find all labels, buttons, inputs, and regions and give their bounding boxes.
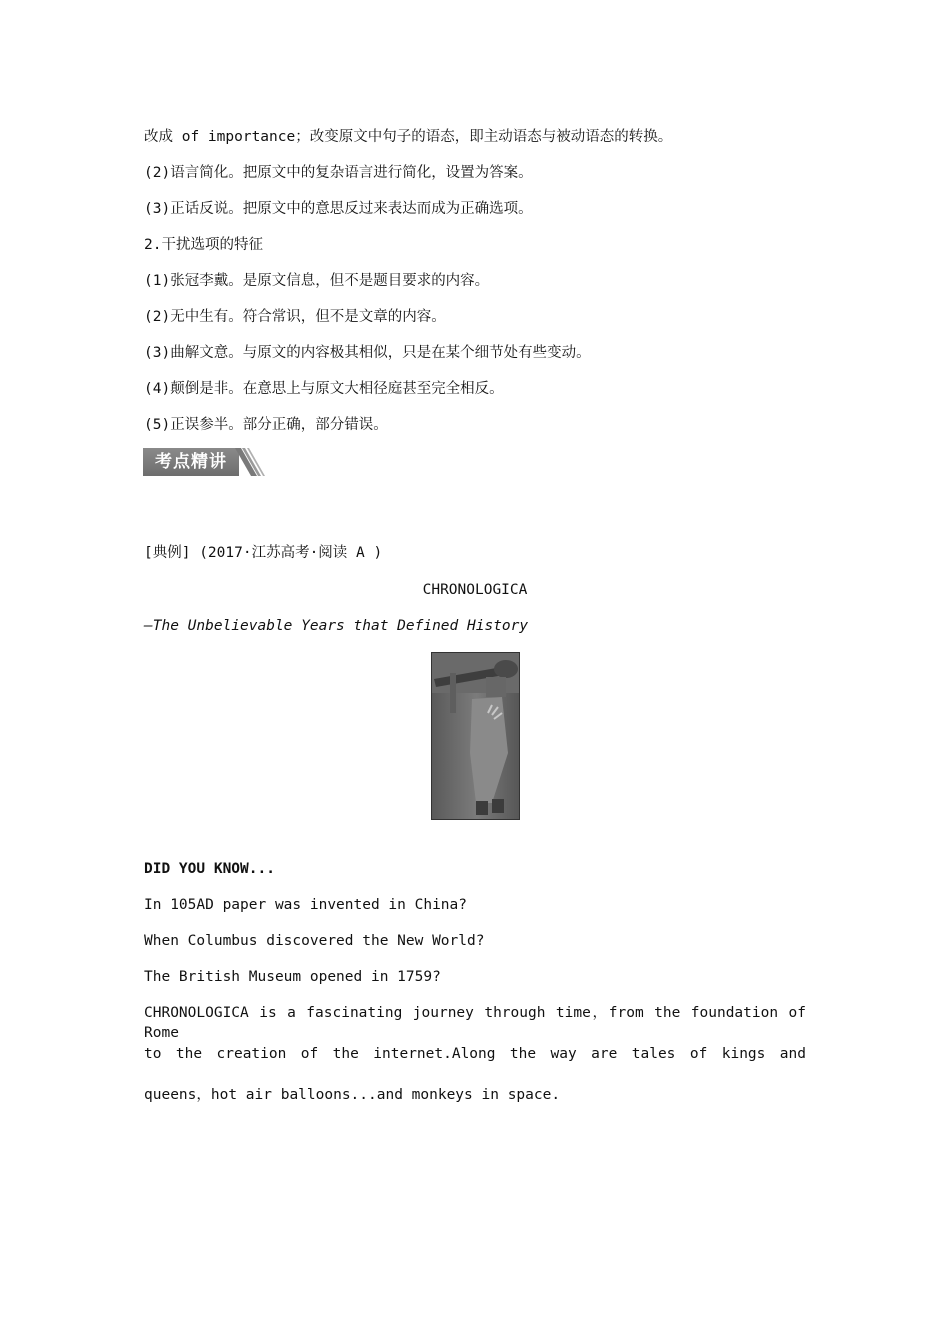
paragraph-line: CHRONOLOGICA is a fascinating journey through time，from the foundation of Rome	[144, 1005, 806, 1041]
paragraph-line: to the creation of the internet.Along the way are tales of kings and	[144, 1046, 806, 1062]
intro-line: (4)颠倒是非。在意思上与原文大相径庭甚至完全相反。	[144, 381, 504, 397]
section-banner-label: 考点精讲	[143, 448, 239, 476]
banner-stripes-icon	[235, 448, 267, 476]
fact-item: In 105AD paper was invented in China?	[144, 897, 468, 913]
figure-holding-telescope-image	[432, 653, 520, 820]
fact-item: The British Museum opened in 1759?	[144, 969, 441, 985]
section-heading: 2.干扰选项的特征	[144, 237, 263, 253]
intro-line: (3)正话反说。把原文中的意思反过来表达而成为正确选项。	[144, 201, 533, 217]
intro-line: (2)语言简化。把原文中的复杂语言进行简化，设置为答案。	[144, 165, 533, 181]
article-title: CHRONOLOGICA	[422, 582, 528, 598]
did-you-know-heading: DID YOU KNOW...	[144, 861, 275, 877]
intro-line: (5)正误参半。部分正确，部分错误。	[144, 417, 388, 433]
paragraph-line: queens，hot air balloons...and monkeys in space.	[144, 1087, 561, 1103]
fact-item: When Columbus discovered the New World?	[144, 933, 485, 949]
intro-line: 改成 of importance；改变原文中句子的语态，即主动语态与被动语态的转换。	[144, 129, 673, 145]
intro-line: (2)无中生有。符合常识，但不是文章的内容。	[144, 309, 446, 325]
intro-line: (3)曲解文意。与原文的内容极其相似，只是在某个细节处有些变动。	[144, 345, 591, 361]
article-subtitle: —The Unbelievable Years that Defined History	[144, 618, 529, 634]
article-photo	[431, 652, 520, 820]
example-heading: [典例] (2017·江苏高考·阅读 A )	[144, 545, 383, 561]
intro-line: (1)张冠李戴。是原文信息，但不是题目要求的内容。	[144, 273, 490, 289]
section-banner	[143, 448, 267, 476]
